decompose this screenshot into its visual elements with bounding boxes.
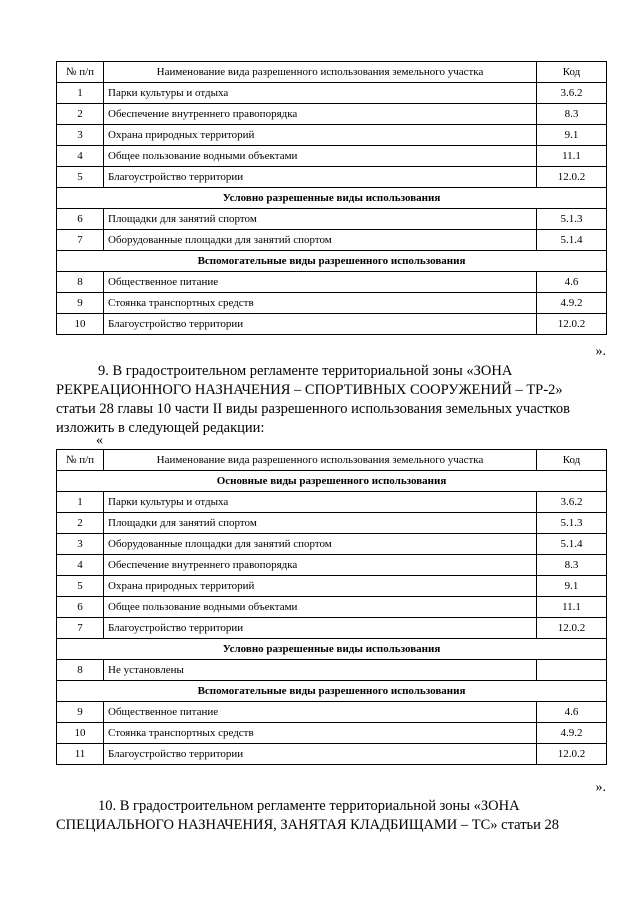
table-row xyxy=(57,492,607,513)
row-code: 9.1 xyxy=(537,576,607,597)
col-header-name: Наименование вида разрешенного использования земельного участка xyxy=(104,450,537,471)
table-row xyxy=(57,513,607,534)
table-row xyxy=(57,576,607,597)
table-row xyxy=(57,125,607,146)
closing-quote: ». xyxy=(595,780,606,795)
row-number: 10 xyxy=(57,314,104,335)
table-row xyxy=(57,744,607,765)
table-row xyxy=(57,597,607,618)
row-name: Площадки для занятий спортом xyxy=(104,513,537,534)
row-name: Общее пользование водными объектами xyxy=(104,146,537,167)
section-heading-main: Основные виды разрешенного использования xyxy=(57,471,607,492)
row-number: 9 xyxy=(57,702,104,723)
row-code: 12.0.2 xyxy=(537,618,607,639)
row-code: 4.9.2 xyxy=(537,293,607,314)
table-row xyxy=(57,230,607,251)
row-number: 4 xyxy=(57,146,104,167)
paragraph-9 xyxy=(56,362,606,438)
table-row xyxy=(57,146,607,167)
row-number: 7 xyxy=(57,618,104,639)
row-name: Общее пользование водными объектами xyxy=(104,597,537,618)
row-number: 3 xyxy=(57,125,104,146)
row-name: Стоянка транспортных средств xyxy=(104,723,537,744)
col-header-code: Код xyxy=(537,62,607,83)
paragraph-10 xyxy=(56,797,606,835)
table-row xyxy=(57,272,607,293)
row-code: 5.1.3 xyxy=(537,513,607,534)
row-name: Площадки для занятий спортом xyxy=(104,209,537,230)
row-code: 4.9.2 xyxy=(537,723,607,744)
row-code: 4.6 xyxy=(537,702,607,723)
section-heading-auxiliary: Вспомогательные виды разрешенного использования xyxy=(57,251,607,272)
row-number: 4 xyxy=(57,555,104,576)
row-name: Оборудованные площадки для занятий спортом xyxy=(104,534,537,555)
row-name: Обеспечение внутреннего правопорядка xyxy=(104,104,537,125)
row-number: 6 xyxy=(57,209,104,230)
row-number: 1 xyxy=(57,492,104,513)
row-code: 8.3 xyxy=(537,104,607,125)
table-row xyxy=(57,83,607,104)
row-code: 12.0.2 xyxy=(537,167,607,188)
row-name: Благоустройство территории xyxy=(104,618,537,639)
row-name: Оборудованные площадки для занятий спортом xyxy=(104,230,537,251)
col-header-code: Код xyxy=(537,450,607,471)
row-code: 5.1.4 xyxy=(537,230,607,251)
row-number: 5 xyxy=(57,576,104,597)
table-row xyxy=(57,618,607,639)
table-row xyxy=(57,104,607,125)
row-number: 1 xyxy=(57,83,104,104)
row-code: 9.1 xyxy=(537,125,607,146)
section-row xyxy=(57,471,607,492)
table-row xyxy=(57,209,607,230)
land-use-table-1 xyxy=(56,61,607,335)
row-number: 7 xyxy=(57,230,104,251)
table-row xyxy=(57,702,607,723)
table-header-row xyxy=(57,62,607,83)
opening-quote: « xyxy=(96,433,103,448)
table-row xyxy=(57,660,607,681)
row-name: Обеспечение внутреннего правопорядка xyxy=(104,555,537,576)
row-code: 11.1 xyxy=(537,597,607,618)
row-code: 3.6.2 xyxy=(537,83,607,104)
row-number: 10 xyxy=(57,723,104,744)
col-header-number: № п/п xyxy=(57,450,104,471)
row-name: Не установлены xyxy=(104,660,537,681)
row-number: 2 xyxy=(57,104,104,125)
section-heading-conditional: Условно разрешенные виды использования xyxy=(57,188,607,209)
table-row xyxy=(57,534,607,555)
row-name: Благоустройство территории xyxy=(104,744,537,765)
row-number: 8 xyxy=(57,660,104,681)
table-row xyxy=(57,167,607,188)
row-name: Благоустройство территории xyxy=(104,314,537,335)
paragraph-9-line-4: изложить в следующей редакции: xyxy=(56,420,265,436)
section-heading-conditional: Условно разрешенные виды использования xyxy=(57,639,607,660)
row-number: 11 xyxy=(57,744,104,765)
row-code: 12.0.2 xyxy=(537,744,607,765)
row-code: 3.6.2 xyxy=(537,492,607,513)
section-row xyxy=(57,251,607,272)
row-name: Охрана природных территорий xyxy=(104,125,537,146)
row-name: Стоянка транспортных средств xyxy=(104,293,537,314)
table-row xyxy=(57,314,607,335)
row-code: 12.0.2 xyxy=(537,314,607,335)
row-code: 8.3 xyxy=(537,555,607,576)
paragraph-9-line-3: статьи 28 главы 10 части II виды разрешенного использования земельных участков xyxy=(56,401,570,417)
closing-quote: ». xyxy=(595,344,606,359)
section-row xyxy=(57,639,607,660)
row-number: 8 xyxy=(57,272,104,293)
row-number: 6 xyxy=(57,597,104,618)
table-row xyxy=(57,723,607,744)
row-name: Парки культуры и отдыха xyxy=(104,492,537,513)
paragraph-10-line-2: СПЕЦИАЛЬНОГО НАЗНАЧЕНИЯ, ЗАНЯТАЯ КЛАДБИЩАМИ – ТС» статьи 28 xyxy=(56,817,560,833)
col-header-number: № п/п xyxy=(57,62,104,83)
section-heading-auxiliary: Вспомогательные виды разрешенного использования xyxy=(57,681,607,702)
row-name: Общественное питание xyxy=(104,272,537,293)
paragraph-10-line-1: 10. В градостроительном регламенте территориальной зоны «ЗОНА xyxy=(98,798,520,814)
row-name: Благоустройство территории xyxy=(104,167,537,188)
row-name: Парки культуры и отдыха xyxy=(104,83,537,104)
row-code: 11.1 xyxy=(537,146,607,167)
paragraph-9-line-1: 9. В градостроительном регламенте территориальной зоны «ЗОНА xyxy=(98,363,513,379)
row-code xyxy=(537,660,607,681)
col-header-name: Наименование вида разрешенного использования земельного участка xyxy=(104,62,537,83)
paragraph-9-line-2: РЕКРЕАЦИОННОГО НАЗНАЧЕНИЯ – СПОРТИВНЫХ СООРУЖЕНИЙ – ТР-2» xyxy=(56,382,563,398)
row-number: 2 xyxy=(57,513,104,534)
row-code: 5.1.4 xyxy=(537,534,607,555)
row-number: 9 xyxy=(57,293,104,314)
table-row xyxy=(57,555,607,576)
row-number: 3 xyxy=(57,534,104,555)
row-code: 4.6 xyxy=(537,272,607,293)
row-name: Охрана природных территорий xyxy=(104,576,537,597)
land-use-table-2 xyxy=(56,449,607,765)
table-row xyxy=(57,293,607,314)
table-header-row xyxy=(57,450,607,471)
section-row xyxy=(57,681,607,702)
section-row xyxy=(57,188,607,209)
row-name: Общественное питание xyxy=(104,702,537,723)
row-number: 5 xyxy=(57,167,104,188)
row-code: 5.1.3 xyxy=(537,209,607,230)
